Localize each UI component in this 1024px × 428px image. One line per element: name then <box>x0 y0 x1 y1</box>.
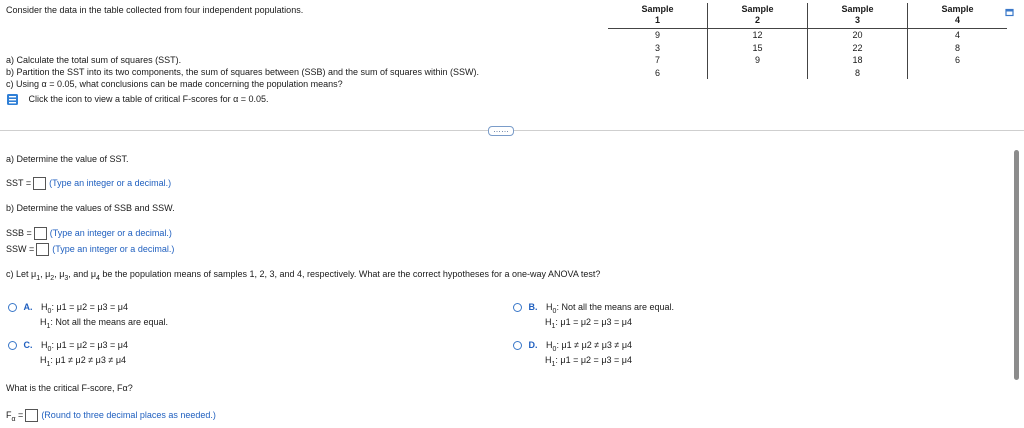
table-icon[interactable] <box>6 93 20 106</box>
option-a-h1: Not all the means are equal. <box>55 317 168 327</box>
sst-input[interactable] <box>33 177 46 190</box>
col-header-sample-1: Sample 1 <box>608 3 708 29</box>
sst-hint: (Type an integer or a decimal.) <box>49 177 172 188</box>
ssb-row <box>6 227 172 240</box>
ssw-label: SSW = <box>6 243 35 254</box>
vertical-scrollbar[interactable] <box>1014 150 1019 380</box>
ssb-label: SSB = <box>6 227 32 238</box>
col-header-sample-4: Sample 4 <box>908 3 1008 29</box>
option-b-h0: Not all the means are equal. <box>561 302 675 312</box>
critical-f-question: What is the critical F-score, Fα? <box>6 383 133 393</box>
option-d-h1-row: $H_1$: μ1 = μ2 = μ3 = μ4 <box>545 355 632 368</box>
part-c-text: c) Using α = 0.05, what conclusions can be made concerning the population means? <box>6 79 343 89</box>
option-c[interactable]: C. $H_0$: μ1 = μ2 = μ3 = μ4 <box>8 340 128 353</box>
sample-1-values: 9 3 7 6 <box>654 30 660 78</box>
option-b-h1-row: $H_1$: μ1 = μ2 = μ3 = μ4 <box>545 317 632 330</box>
option-a-h0: μ1 = μ2 = μ3 = μ4 <box>56 302 128 312</box>
option-a-radio[interactable] <box>8 303 17 312</box>
section-c-question-text: be the population means of samples 1, 2, 3, and 4, respectively. What are the correct hypotheses for a one-way ANOVA test? <box>99 269 601 279</box>
ssb-input[interactable] <box>34 227 47 240</box>
option-c-radio[interactable] <box>8 341 17 350</box>
option-b-h1: μ1 = μ2 = μ3 = μ4 <box>560 317 632 327</box>
ssw-row <box>6 243 174 256</box>
col-header-sample-2: Sample 2 <box>708 3 808 29</box>
sst-label: SST = <box>6 177 32 188</box>
section-b-title: b) Determine the values of SSB and SSW. <box>6 203 175 213</box>
sample-2-values: 12 15 9 <box>708 29 808 80</box>
option-d-h1: μ1 = μ2 = μ3 = μ4 <box>560 355 632 365</box>
critical-f-input[interactable] <box>25 409 38 422</box>
ssw-input[interactable] <box>36 243 49 256</box>
option-c-h1-row: $H_1$: μ1 ≠ μ2 ≠ μ3 ≠ μ4 <box>40 355 127 368</box>
sample-3-values: 20 22 18 8 <box>808 29 908 80</box>
ssb-hint: (Type an integer or a decimal.) <box>49 227 172 238</box>
section-a-title: a) Determine the value of SST. <box>6 154 129 164</box>
critical-f-row <box>6 409 216 423</box>
option-b-radio[interactable] <box>513 303 522 312</box>
part-b-text: b) Partition the SST into its two components, the sum of squares between (SSB) and the sum of squares within (SSW). <box>6 67 480 77</box>
intro-text: Consider the data in the table collected from four independent populations. <box>6 5 304 15</box>
col-header-sample-3: Sample 3 <box>808 3 908 29</box>
sample-4-values: 4 8 6 <box>908 29 1008 80</box>
option-b-letter: B. <box>528 302 538 312</box>
critical-f-hint: (Round to three decimal places as needed.) <box>41 409 216 420</box>
option-d-letter: D. <box>528 340 538 350</box>
sst-row <box>6 177 171 190</box>
option-a-letter: A. <box>23 302 33 312</box>
section-c-question: c) Let $\mu_1$, $\mu_2$, $\mu_3$, and $\mu_4$ be the population means of samples 1, 2, 3, and 4, respectively. What are the correct hypotheses for a one-way ANOVA test? <box>6 269 601 282</box>
expand-more-button[interactable]: …… <box>488 126 514 136</box>
data-table <box>608 3 1007 79</box>
window-icon[interactable] <box>1005 8 1015 18</box>
option-a[interactable]: A. $H_0$: μ1 = μ2 = μ3 = μ4 <box>8 302 128 315</box>
critical-f-table-link-text: Click the icon to view a table of critical F-scores for α = 0.05. <box>28 93 269 104</box>
critical-f-table-row <box>6 93 269 106</box>
option-c-h0: μ1 = μ2 = μ3 = μ4 <box>56 340 128 350</box>
part-a-text: a) Calculate the total sum of squares (SST). <box>6 55 182 65</box>
ssw-hint: (Type an integer or a decimal.) <box>52 243 175 254</box>
f-alpha-label: $F_\alpha$ = <box>6 409 24 423</box>
option-d-radio[interactable] <box>513 341 522 350</box>
option-a-h1-row: $H_1$: Not all the means are equal. <box>40 317 168 330</box>
option-c-letter: C. <box>23 340 33 350</box>
option-d[interactable]: D. $H_0$: μ1 ≠ μ2 ≠ μ3 ≠ μ4 <box>513 340 632 353</box>
option-d-h0: μ1 ≠ μ2 ≠ μ3 ≠ μ4 <box>561 340 633 350</box>
option-b[interactable]: B. $H_0$: Not all the means are equal. <box>513 302 674 315</box>
option-c-h1: μ1 ≠ μ2 ≠ μ3 ≠ μ4 <box>55 355 127 365</box>
